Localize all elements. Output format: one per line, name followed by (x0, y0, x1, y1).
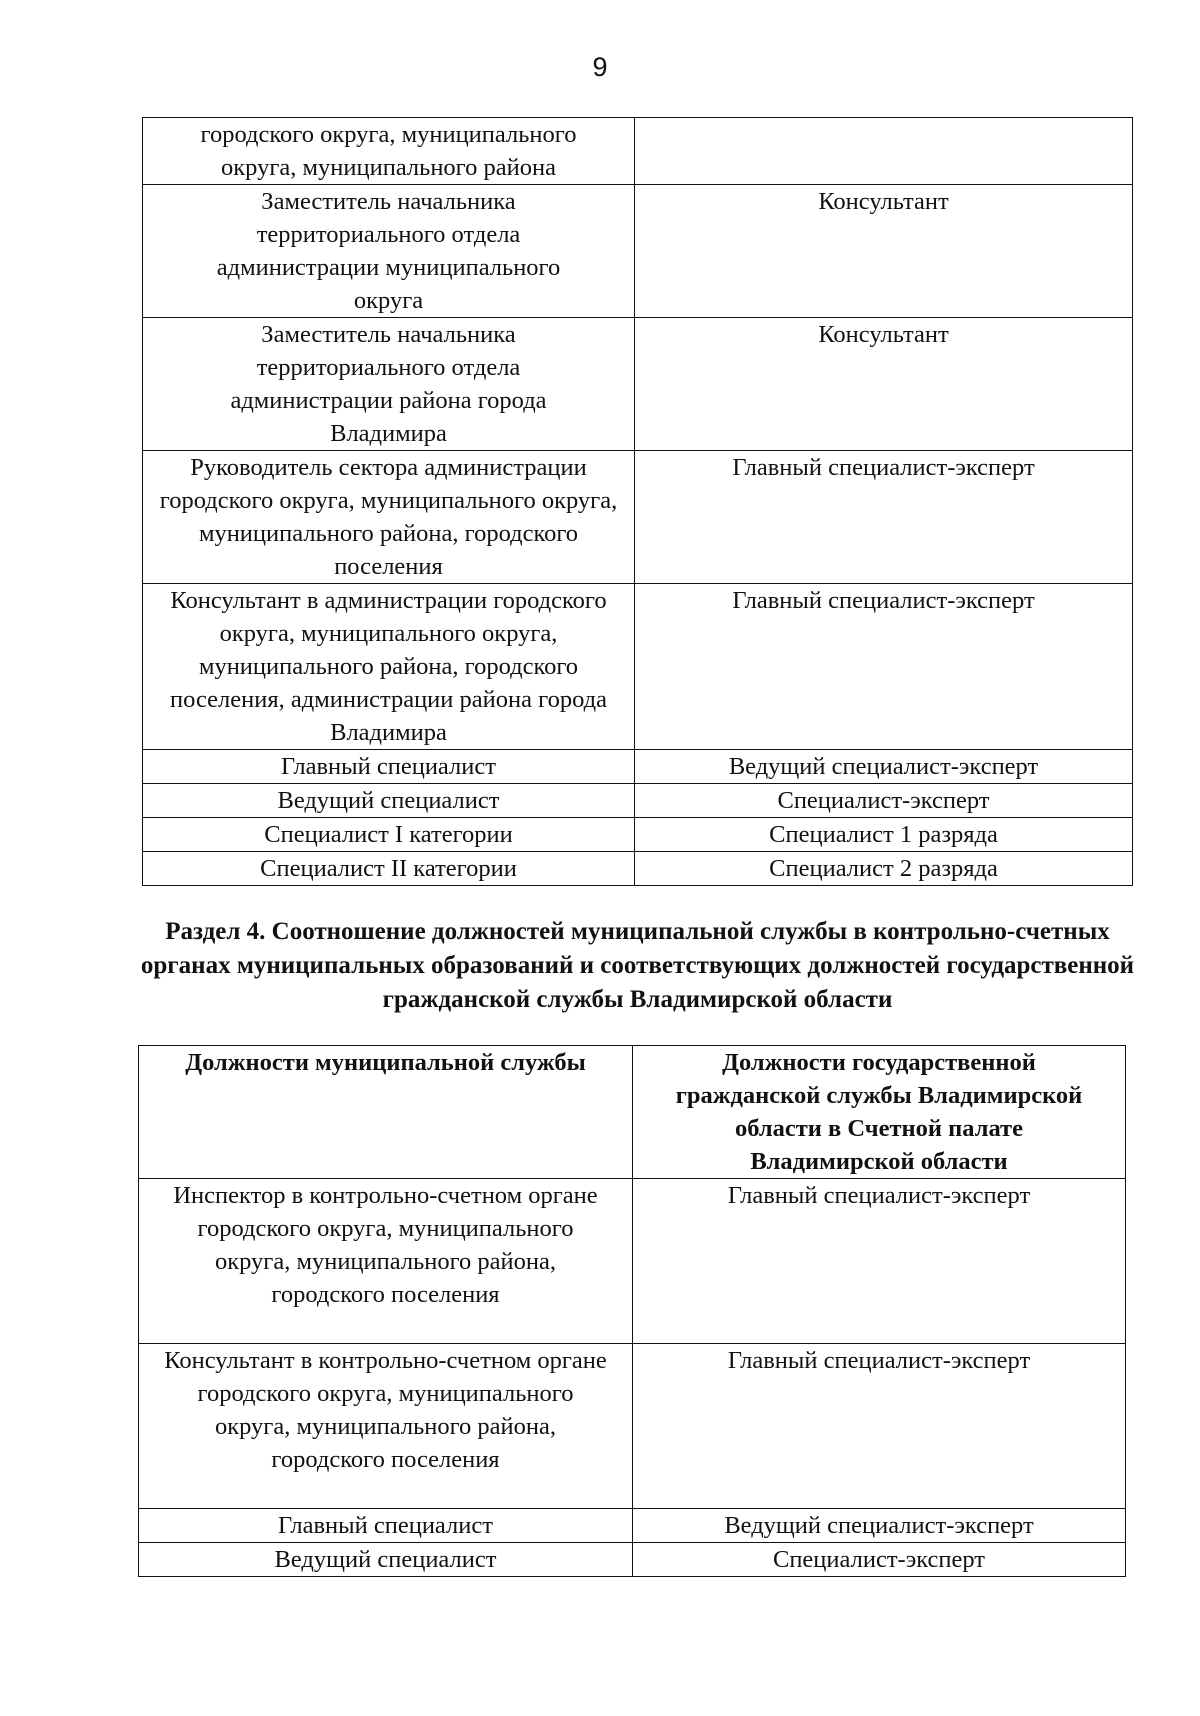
state-position-cell: Ведущий специалист-эксперт (633, 1509, 1126, 1543)
municipal-position-cell: Ведущий специалист (143, 784, 635, 818)
municipal-position-cell: Заместитель начальника территориального отдела администрации района города Владимира (143, 318, 635, 451)
table-row (139, 1179, 1126, 1344)
position-correspondence-table-continued (142, 117, 1133, 886)
municipal-position-cell: Заместитель начальника территориального отдела администрации муниципального округа (143, 185, 635, 318)
municipal-position-cell: Руководитель сектора администрации городского округа, муниципального округа, муниципального района, городского поселения (143, 451, 635, 584)
municipal-position-cell: Инспектор в контрольно-счетном органе городского округа, муниципального округа, муниципального района, городского поселения (139, 1179, 633, 1344)
table-row (143, 318, 1133, 451)
state-position-cell: Главный специалист-эксперт (633, 1344, 1126, 1509)
municipal-position-cell: городского округа, муниципального округа, муниципального района (143, 118, 635, 185)
municipal-positions-column-header: Должности муниципальной службы (139, 1046, 633, 1179)
state-position-cell: Главный специалист-эксперт (635, 584, 1133, 750)
table-row (143, 118, 1133, 185)
municipal-position-cell: Главный специалист (139, 1509, 633, 1543)
municipal-position-cell: Консультант в контрольно-счетном органе городского округа, муниципального округа, муниципального района, городского поселения (139, 1344, 633, 1509)
state-position-cell: Главный специалист-эксперт (635, 451, 1133, 584)
control-accounting-positions-table (138, 1045, 1126, 1577)
table-row (143, 584, 1133, 750)
table-row (143, 185, 1133, 318)
municipal-position-cell: Специалист I категории (143, 818, 635, 852)
table-row (143, 852, 1133, 886)
state-position-cell: Специалист-эксперт (633, 1543, 1126, 1577)
table-row (139, 1344, 1126, 1509)
state-positions-column-header: Должности государственной гражданской службы Владимирской области в Счетной палате Владимирской области (633, 1046, 1126, 1179)
municipal-position-cell: Консультант в администрации городского округа, муниципального округа, муниципального района, городского поселения, администрации района города Владимира (143, 584, 635, 750)
table-row (143, 784, 1133, 818)
state-position-cell: Ведущий специалист-эксперт (635, 750, 1133, 784)
table-row (143, 750, 1133, 784)
table-row (139, 1509, 1126, 1543)
state-position-cell: Специалист-эксперт (635, 784, 1133, 818)
page-number: 9 (592, 52, 608, 82)
state-position-cell: Специалист 1 разряда (635, 818, 1133, 852)
state-position-cell: Специалист 2 разряда (635, 852, 1133, 886)
section-4-heading: Раздел 4. Соотношение должностей муниципальной службы в контрольно-счетных органах муниципальных образований и соответствующих должностей государственной гражданской службы Владимирской области (140, 918, 1135, 1013)
state-position-cell: Консультант (635, 185, 1133, 318)
municipal-position-cell: Специалист II категории (143, 852, 635, 886)
state-position-cell: Консультант (635, 318, 1133, 451)
state-position-cell (635, 118, 1133, 185)
table-row (143, 818, 1133, 852)
table-row (143, 451, 1133, 584)
municipal-position-cell: Главный специалист (143, 750, 635, 784)
municipal-position-cell: Ведущий специалист (139, 1543, 633, 1577)
table-row (139, 1543, 1126, 1577)
state-position-cell: Главный специалист-эксперт (633, 1179, 1126, 1344)
table-header-row (139, 1046, 1126, 1179)
